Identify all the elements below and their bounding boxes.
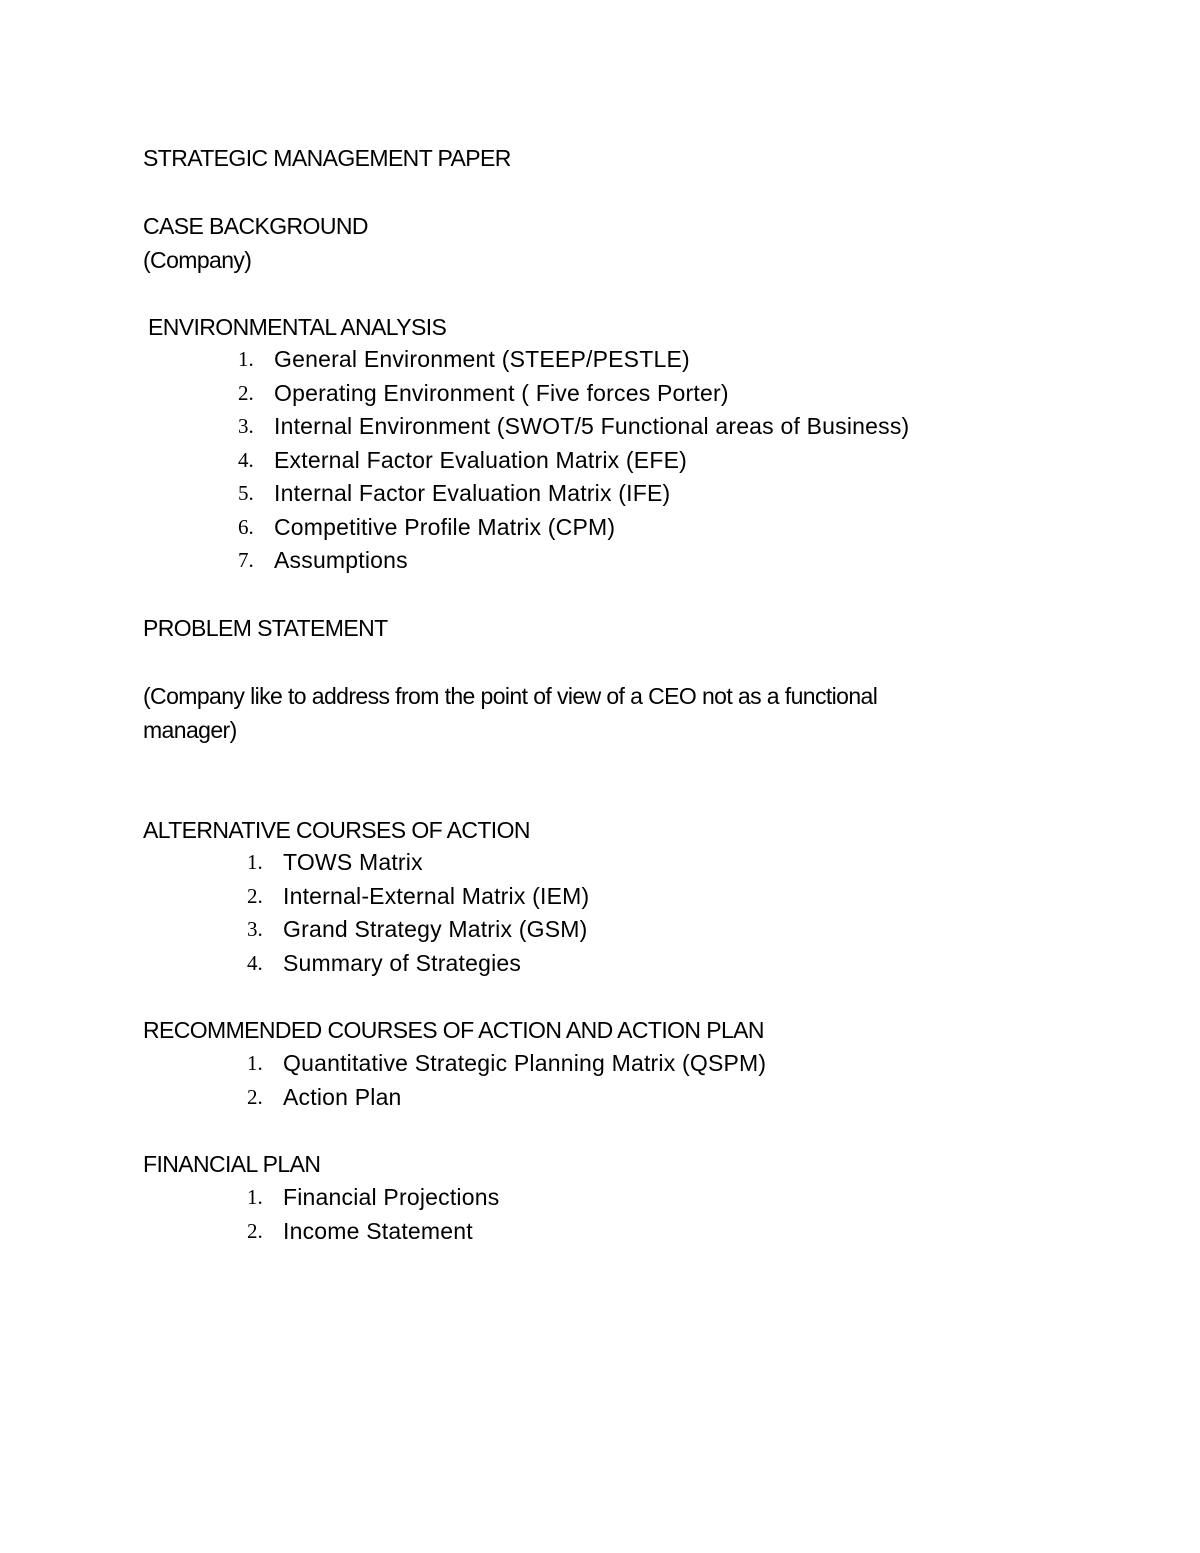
problem-statement-heading: PROBLEM STATEMENT (143, 615, 388, 641)
recommended-courses-heading: RECOMMENDED COURSES OF ACTION AND ACTION PLAN (143, 1017, 764, 1043)
list-item-number: 6. (238, 514, 254, 539)
list-item-number: 2. (247, 883, 263, 908)
list-item-text: Action Plan (283, 1083, 402, 1110)
list-item-text: Internal-External Matrix (IEM) (283, 882, 590, 909)
list-item-number: 4. (247, 950, 263, 975)
list-item-number: 4. (238, 447, 254, 472)
list-item-text: General Environment (STEEP/PESTLE) (274, 346, 690, 372)
list-item-text: Internal Factor Evaluation Matrix (IFE) (274, 480, 671, 506)
document-title: STRATEGIC MANAGEMENT PAPER (143, 145, 511, 171)
list-item-number: 2. (238, 380, 254, 405)
list-item-number: 5. (238, 481, 254, 505)
list-item-text: Assumptions (274, 547, 408, 573)
list-item-text: Quantitative Strategic Planning Matrix (QSPM) (283, 1050, 767, 1076)
list-item-text: Competitive Profile Matrix (CPM) (274, 513, 616, 540)
list-item-text: External Factor Evaluation Matrix (EFE) (274, 446, 687, 473)
list-item-number: 2. (247, 1218, 263, 1243)
problem-statement-body-line-2: manager) (143, 717, 237, 743)
list-item-text: Financial Projections (283, 1184, 500, 1210)
list-item-number: 3. (238, 414, 254, 438)
list-item-text: Operating Environment ( Five forces Porter) (274, 379, 729, 406)
list-item-number: 2. (247, 1084, 263, 1109)
list-item-text: Summary of Strategies (283, 949, 522, 976)
list-item-number: 1. (238, 347, 254, 371)
list-item-number: 3. (247, 917, 263, 941)
list-item-text: Grand Strategy Matrix (GSM) (283, 916, 588, 942)
list-item-number: 1. (247, 1051, 263, 1075)
list-item-text: TOWS Matrix (283, 849, 423, 875)
financial-plan-heading: FINANCIAL PLAN (143, 1151, 321, 1177)
case-background-heading: CASE BACKGROUND (143, 213, 368, 239)
list-item-number: 7. (238, 548, 254, 572)
list-item-text: Internal Environment (SWOT/5 Functional areas of Business) (274, 413, 910, 439)
environmental-analysis-heading: ENVIRONMENTAL ANALYSIS (148, 314, 447, 340)
list-item-text: Income Statement (283, 1217, 473, 1244)
alternative-courses-heading: ALTERNATIVE COURSES OF ACTION (143, 817, 530, 843)
list-item-number: 1. (247, 850, 263, 874)
problem-statement-body-line-1: (Company like to address from the point of view of a CEO not as a functional (143, 683, 878, 709)
case-background-subheading: (Company) (143, 247, 252, 273)
list-item-number: 1. (247, 1185, 263, 1209)
